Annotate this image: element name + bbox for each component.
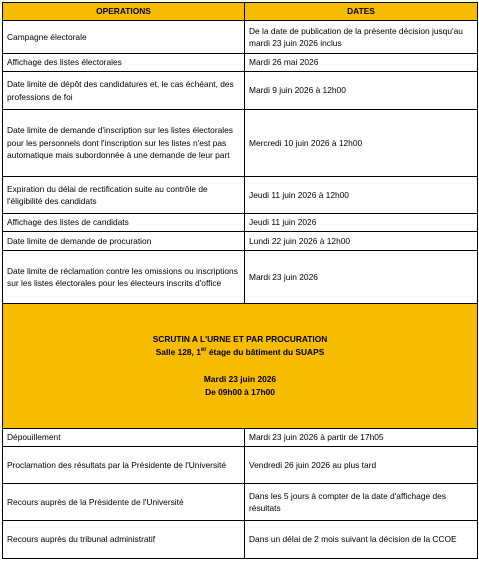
voting-banner-row [3, 304, 478, 429]
banner-title: SCRUTIN A L'URNE ET PAR PROCURATION [152, 334, 328, 344]
table-row [3, 54, 478, 72]
date-cell: Dans un délai de 2 mois suivant la décision de la CCOE [245, 521, 478, 559]
table-row [3, 232, 478, 251]
operation-cell: Date limite de réclamation contre les omissions ou inscriptions sur les listes électorales pour les électeurs inscrits d'office [3, 251, 245, 304]
header-operations: OPERATIONS [3, 3, 245, 21]
date-cell: Mardi 23 juin 2026 [245, 251, 478, 304]
operation-cell: Recours auprès du tribunal administratif [3, 521, 245, 559]
table-row [3, 110, 478, 177]
date-cell: Mardi 9 juin 2026 à 12h00 [245, 72, 478, 110]
operation-cell: Campagne électorale [3, 21, 245, 54]
date-cell: Mardi 23 juin 2026 à partir de 17h05 [245, 429, 478, 447]
table-row [3, 484, 478, 521]
table-row [3, 447, 478, 484]
banner-location: Salle 128, 1er étage du bâtiment du SUAPS [155, 347, 325, 357]
table-row [3, 72, 478, 110]
operation-cell: Affichage des listes électorales [3, 54, 245, 72]
date-cell: Jeudi 11 juin 2026 à 12h00 [245, 177, 478, 214]
date-cell: Dans les 5 jours à compter de la date d'affichage des résultats [245, 484, 478, 521]
date-cell: Lundi 22 juin 2026 à 12h00 [245, 232, 478, 251]
operation-cell: Recours auprès de la Présidente de l'Université [3, 484, 245, 521]
date-cell: Vendredi 26 juin 2026 au plus tard [245, 447, 478, 484]
operation-cell: Dépouillement [3, 429, 245, 447]
operation-cell: Affichage des listes de candidats [3, 214, 245, 232]
table-row [3, 251, 478, 304]
table-row [3, 429, 478, 447]
table-row [3, 177, 478, 214]
table-row [3, 214, 478, 232]
operation-cell: Date limite de demande de procuration [3, 232, 245, 251]
table-row [3, 21, 478, 54]
operation-cell: Date limite de demande d'inscription sur les listes électorales pour les personnels dont l'inscription sur les listes n'est pas automatique mais subordonnée à une demande de leur part [3, 110, 245, 177]
date-cell: Mardi 26 mai 2026 [245, 54, 478, 72]
elections-calendar-table [2, 2, 478, 559]
operation-cell: Proclamation des résultats par la Présidente de l'Université [3, 447, 245, 484]
date-cell: Mercredi 10 juin 2026 à 12h00 [245, 110, 478, 177]
operation-cell: Expiration du délai de rectification suite au contrôle de l'éligibilité des candidats [3, 177, 245, 214]
operation-cell: Date limite de dépôt des candidatures et, le cas échéant, des professions de foi [3, 72, 245, 110]
header-dates: DATES [245, 3, 478, 21]
banner-date: Mardi 23 juin 2026 [203, 374, 277, 384]
table-header-row [3, 3, 478, 21]
table-row [3, 521, 478, 559]
voting-banner [3, 304, 478, 429]
banner-hours: De 09h00 à 17h00 [205, 387, 275, 397]
date-cell: De la date de publication de la présente décision jusqu'au mardi 23 juin 2026 inclus [245, 21, 478, 54]
date-cell: Jeudi 11 juin 2026 [245, 214, 478, 232]
